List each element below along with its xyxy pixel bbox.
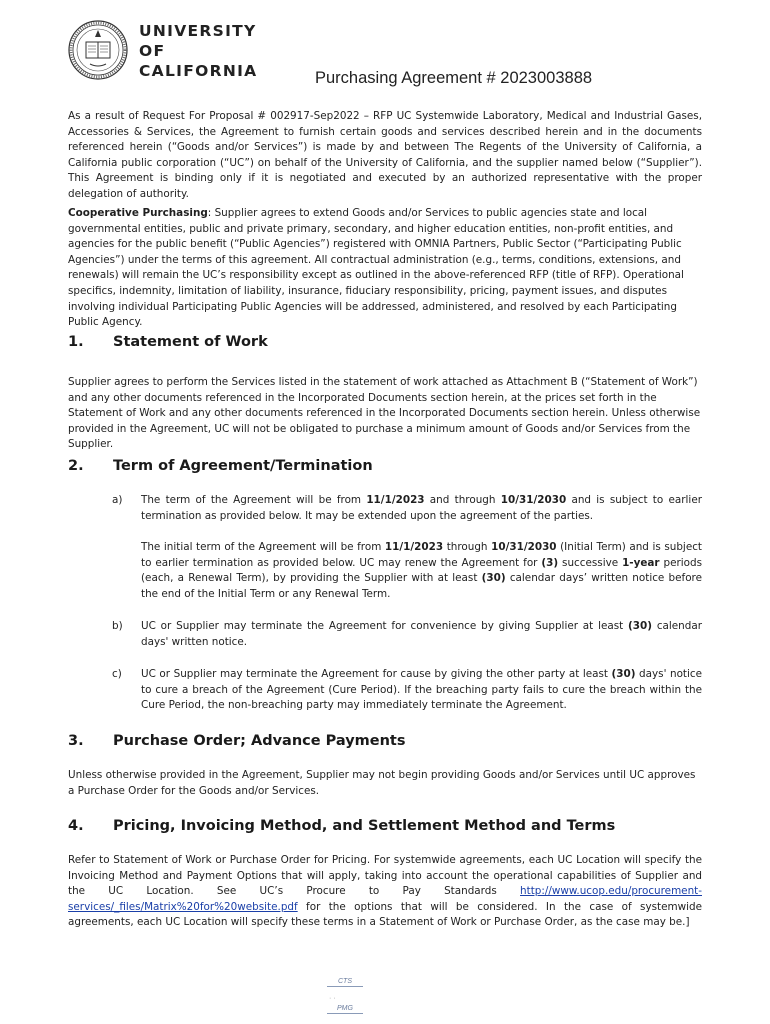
section-1-heading <box>68 334 268 350</box>
section-3-heading <box>68 733 406 749</box>
section-4-text: Refer to Statement of Work or Purchase Order for Pricing. For systemwide agreements, each UC Location will specify the Invoicing Method and Payment Options that will apply, taking into account the operational capabilities of Supplier and the UC Location. See UC’s Procure to Pay Standards http://www.ucop.edu/procurement-services/_files/Matrix%20for%20website.pdf for the options that will be considered. In the case of systemwide agreements, each UC Location will specify these terms in a Statement of Work or Purchase Order, as the case may be.] <box>68 854 702 929</box>
item-a-paragraph-1: The term of the Agreement will be from 11/1/2023 and through 10/31/2030 and is subject to earlier termination as provided below. It may be extended upon the agreement of the parties. <box>141 494 702 522</box>
initials-first: CTS <box>327 977 363 987</box>
intro-paragraph <box>68 109 702 203</box>
uc-seal-logo <box>68 20 128 80</box>
intro-text: As a result of Request For Proposal # 002917-Sep2022 – RFP UC Systemwide Laboratory, Medical and Industrial Gases, Accessories & Services, the Agreement to furnish certain goods and services described herein and in the documents referenced herein (“Goods and/or Services”) is made by and between The Regents of the University of California, a California public corporation (“UC”) on behalf of the University of California, and the supplier named below (“Supplier”). This Agreement is binding only if it is negotiated and executed by an authorized representative with the proper delegation of authority. <box>68 110 702 200</box>
section-title: Purchase Order; Advance Payments <box>113 733 406 749</box>
term-item-c <box>112 667 702 714</box>
section-number: 2. <box>68 458 84 474</box>
university-wordmark <box>139 21 257 81</box>
initials-separator: · · <box>329 995 336 1002</box>
term-item-b <box>112 619 702 650</box>
section-number: 3. <box>68 733 84 749</box>
item-label: c) <box>112 668 122 680</box>
cooperative-purchasing-label: Cooperative Purchasing <box>68 207 208 219</box>
procure-to-pay-standards-link[interactable]: http://www.ucop.edu/procurement-services/_files/Matrix%20for%20website.pdf <box>68 885 702 913</box>
item-a-paragraph-2: The initial term of the Agreement will be from 11/1/2023 through 10/31/2030 (Initial Term) and is subject to earlier termination as provided below. UC may renew the Agreement for (3) successive 1-year periods (each, a Renewal Term), by providing the Supplier with at least (30) calendar days’ written notice before the end of the Initial Term or any Renewal Term. <box>141 541 703 600</box>
item-label: b) <box>112 620 123 632</box>
section-2-heading <box>68 458 373 474</box>
section-4-body <box>68 853 702 931</box>
agreement-title: Purchasing Agreement # 2023003888 <box>315 69 593 87</box>
section-4-heading <box>68 818 615 834</box>
wordmark-line-2: OF <box>139 42 166 60</box>
section-number: 4. <box>68 818 84 834</box>
section-3-text: Unless otherwise provided in the Agreement, Supplier may not begin providing Goods and/or Services until UC approves a Purchase Order for the Goods and/or Services. <box>68 769 696 797</box>
item-label: a) <box>112 494 123 506</box>
cooperative-purchasing-paragraph <box>68 206 702 331</box>
cooperative-purchasing-text: : Supplier agrees to extend Goods and/or Services to public agencies state and local governmental entities, public and private primary, secondary, and higher education entities, non-profit entities, and agencies for the public benefit (“Public Agencies”) registered with OMNIA Partners, Public Sector (“Participating Public Agencies”) under the terms of this agreement. All contractual administration (e.g., terms, conditions, extensions, and renewals) will remain the UC’s responsibility except as outlined in the above-referenced RFP (title of RFP). Operational specifics, indemnity, limitation of liability, insurance, fiduciary responsibility, pricing, payment issues, and disputes involving individual Participating Public Agencies will be addressed, administered, and resolved by each Participating Public Agency. <box>68 207 684 329</box>
wordmark-line-1: UNIVERSITY <box>139 22 257 40</box>
item-c-text: UC or Supplier may terminate the Agreement for cause by giving the other party at least (30) days' notice to cure a breach of the Agreement (Cure Period). If the breaching party fails to cure the breach within the Cure Period, the non-breaching party may immediately terminate the Agreement. <box>141 668 703 712</box>
section-1-text: Supplier agrees to perform the Services listed in the statement of work attached as Attachment B (“Statement of Work”) and any other documents referenced in the Incorporated Documents section herein, at the prices set forth in the Statement of Work and any other documents referenced in the Incorporated Documents section herein. Unless otherwise provided in the Agreement, UC will not be obligated to purchase a minimum amount of Goods and/or Services from the Supplier. <box>68 376 701 451</box>
initials-second: PMG <box>327 1004 363 1014</box>
section-title: Pricing, Invoicing Method, and Settlement Method and Terms <box>113 818 616 834</box>
section-number: 1. <box>68 334 84 350</box>
item-b-text: UC or Supplier may terminate the Agreement for convenience by giving Supplier at least (30) calendar days' written notice. <box>141 620 702 648</box>
section-title: Term of Agreement/Termination <box>113 458 373 474</box>
section-title: Statement of Work <box>113 334 268 350</box>
section-1-body <box>68 375 702 453</box>
wordmark-line-3: CALIFORNIA <box>139 62 258 80</box>
term-item-a <box>112 493 702 603</box>
section-3-body <box>68 768 702 799</box>
